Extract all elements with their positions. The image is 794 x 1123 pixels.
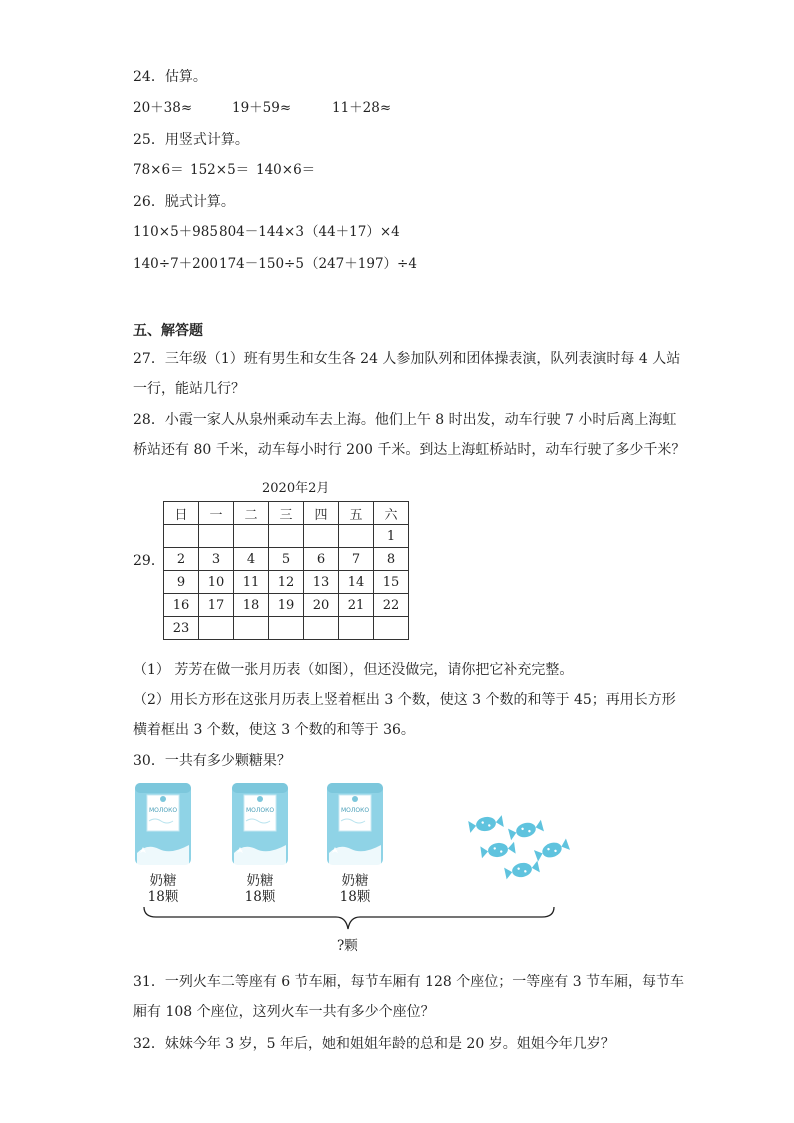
calendar-cell: 20	[304, 594, 339, 617]
calendar-header-cell: 五	[339, 502, 374, 525]
bag-label-text: МОЛОКО	[148, 807, 178, 814]
calendar-cell	[234, 525, 269, 548]
candy-icon	[468, 814, 504, 834]
q26-r1-item-2: 804－144×3	[219, 224, 304, 240]
calendar-cell: 10	[199, 571, 234, 594]
q28-line1: 28．小霞一家人从泉州乘动车去上海。他们上午 8 时出发，动车行驶 7 小时后离上海虹	[133, 412, 677, 428]
section-title: 五、解答题	[133, 323, 203, 339]
q25-item-1: 78×6＝	[133, 162, 184, 178]
calendar-cell: 9	[164, 571, 199, 594]
q27-line2: 一行，能站几行？	[133, 381, 245, 397]
calendar-cell: 17	[199, 594, 234, 617]
q28-line2: 桥站还有 80 千米，动车每小时行 200 千米。到达上海虹桥站时，动车行驶了多少千米？	[133, 442, 686, 458]
q29-part2-line2: 横着框出 3 个数，使这 3 个数的和等于 36。	[133, 722, 415, 738]
q26-r1-item-3: （44＋17）×4	[305, 224, 400, 240]
candy-icon	[534, 838, 571, 863]
q24-item-3: 11＋28≈	[332, 100, 392, 116]
q26-r2-item-1: 140÷7＋200	[133, 256, 218, 272]
q32-line1: 32．妹妹今年 3 岁，5 年后，她和姐姐年龄的总和是 20 岁。姐姐今年几岁？	[133, 1036, 615, 1052]
q26-title: 26．脱式计算。	[133, 194, 235, 210]
q29-part2-line1: （2）用长方形在这张月历表上竖着框出 3 个数，使这 3 个数的和等于 45；再用长方形	[133, 692, 676, 708]
bag-caption	[325, 873, 385, 905]
bag-caption	[133, 873, 193, 905]
calendar-header-cell: 日	[164, 502, 199, 525]
candy-icon	[508, 819, 544, 841]
q29-part1: （1） 芳芳在做一张月历表（如图），但还没做完，请你把它补充完整。	[133, 662, 574, 678]
bag-count: 18颗	[147, 889, 179, 905]
candy-icon	[480, 841, 516, 860]
calendar-cell: 19	[269, 594, 304, 617]
calendar-cell	[304, 525, 339, 548]
calendar-cell	[199, 525, 234, 548]
calendar-row	[164, 571, 409, 594]
q24-item-1: 20＋38≈	[133, 100, 193, 116]
calendar-cell	[339, 617, 374, 640]
bag-count: 18颗	[339, 889, 371, 905]
calendar-row	[164, 594, 409, 617]
q24-title: 24．估算。	[133, 69, 207, 85]
calendar-cell: 18	[234, 594, 269, 617]
calendar-header-row	[164, 502, 409, 525]
calendar-cell: 2	[164, 548, 199, 571]
q26-r2-item-2: 174－150÷5	[219, 256, 304, 272]
calendar-cell: 7	[339, 548, 374, 571]
calendar-row	[164, 525, 409, 548]
milk-candy-bag-image	[230, 781, 290, 867]
calendar-cell	[374, 617, 409, 640]
bag-count: 18颗	[244, 889, 276, 905]
bag-label-text: МОЛОКО	[340, 807, 370, 814]
q30-title: 30．一共有多少颗糖果？	[133, 753, 291, 769]
calendar-cell	[199, 617, 234, 640]
q25-item-3: 140×6＝	[256, 162, 316, 178]
calendar-cell: 13	[304, 571, 339, 594]
calendar-cell: 6	[304, 548, 339, 571]
candies-image	[466, 810, 576, 885]
calendar-title: 2020年2月	[262, 481, 330, 496]
calendar-cell	[164, 525, 199, 548]
calendar-cell	[339, 525, 374, 548]
calendar-cell: 3	[199, 548, 234, 571]
milk-candy-bag-image	[133, 781, 193, 867]
q29-number: 29．	[133, 553, 165, 569]
calendar-table	[163, 501, 409, 640]
bag-label-text: МОЛОКО	[245, 807, 275, 814]
q31-line1: 31．一列火车二等座有 6 节车厢，每节车厢有 128 个座位；一等座有 3 节车厢，每节车	[133, 974, 685, 990]
calendar-cell	[269, 617, 304, 640]
q24-item-2: 19＋59≈	[232, 100, 292, 116]
calendar-cell: 22	[374, 594, 409, 617]
calendar-cell: 14	[339, 571, 374, 594]
milk-candy-bag-image	[325, 781, 385, 867]
calendar-cell: 12	[269, 571, 304, 594]
q31-line2: 厢有 108 个座位，这列火车一共有多少个座位？	[133, 1004, 435, 1020]
calendar-cell: 11	[234, 571, 269, 594]
bag-name: 奶糖	[341, 873, 369, 889]
calendar-header-cell: 一	[199, 502, 234, 525]
calendar-cell: 23	[164, 617, 199, 640]
total-brace	[140, 905, 560, 935]
q26-r1-item-1: 110×5＋985	[133, 224, 218, 240]
bag-name: 奶糖	[246, 873, 274, 889]
q25-item-2: 152×5＝	[190, 162, 250, 178]
calendar-cell: 21	[339, 594, 374, 617]
calendar-cell	[234, 617, 269, 640]
calendar-header-cell: 三	[269, 502, 304, 525]
bag-caption	[230, 873, 290, 905]
calendar-cell: 1	[374, 525, 409, 548]
q27-line1: 27．三年级（1）班有男生和女生各 24 人参加队列和团体操表演，队列表演时每 4 人站	[133, 351, 681, 367]
calendar-row	[164, 617, 409, 640]
calendar-cell: 15	[374, 571, 409, 594]
calendar-cell	[269, 525, 304, 548]
candy-icon	[504, 860, 540, 881]
bag-name: 奶糖	[149, 873, 177, 889]
q25-title: 25．用竖式计算。	[133, 132, 249, 148]
calendar-cell: 16	[164, 594, 199, 617]
calendar-header-cell: 六	[374, 502, 409, 525]
calendar-cell: 4	[234, 548, 269, 571]
q26-r2-item-3: （247＋197）÷4	[305, 256, 417, 272]
total-label: ?颗	[337, 938, 358, 954]
calendar-cell	[304, 617, 339, 640]
calendar-header-cell: 二	[234, 502, 269, 525]
calendar-row	[164, 548, 409, 571]
calendar-cell: 8	[374, 548, 409, 571]
calendar-cell: 5	[269, 548, 304, 571]
calendar-header-cell: 四	[304, 502, 339, 525]
